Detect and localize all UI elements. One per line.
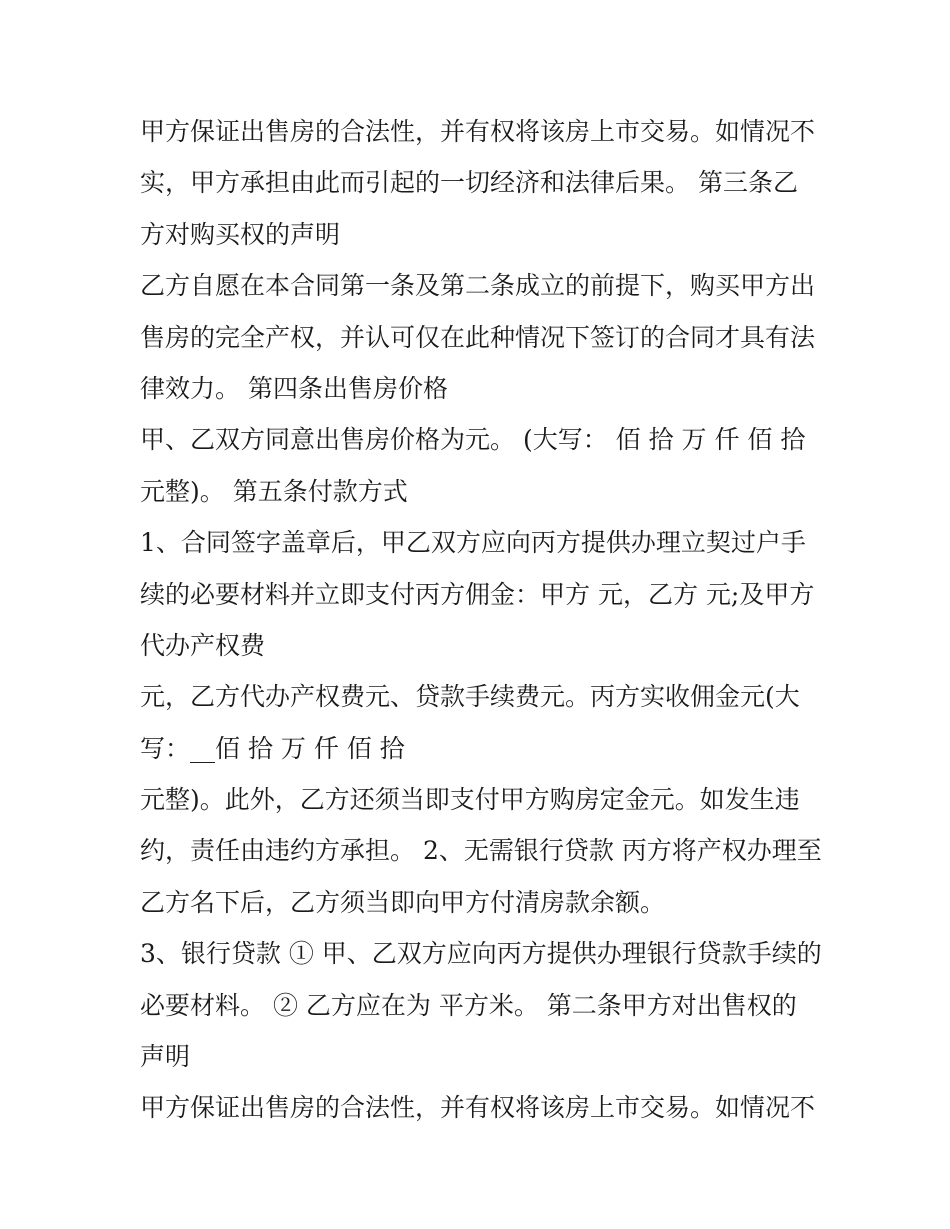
text-line: 方对购买权的声明 [140, 219, 341, 249]
text-line: 实，甲方承担由此而引起的一切经济和法律后果。 第三条乙 [140, 168, 798, 198]
text-line: 写：__佰 拾 万 仟 佰 拾 [140, 733, 405, 763]
text-line: 元整)。 第五条付款方式 [140, 476, 408, 506]
text-line: 甲方保证出售房的合法性，并有权将该房上市交易。如情况不 [140, 1093, 816, 1123]
text-line: 售房的完全产权，并认可仅在此种情况下签订的合同才具有法 [140, 322, 816, 352]
text-line: 续的必要材料并立即支付丙方佣金：甲方 元，乙方 元;及甲方 [140, 579, 815, 609]
text-line: 必要材料。 ② 乙方应在为 平方米。 第二条甲方对出售权的 [140, 990, 797, 1020]
text-line: 甲、乙双方同意出售房价格为元。 (大写： 佰 拾 万 仟 佰 拾 [140, 425, 806, 455]
text-line: 1、合同签字盖章后，甲乙双方应向丙方提供办理立契过户手 [140, 528, 806, 558]
text-line: 律效力。 第四条出售房价格 [140, 373, 448, 403]
text-line: 3、银行贷款 ① 甲、乙双方应向丙方提供办理银行贷款手续的 [140, 939, 822, 969]
text-line: 约，责任由违约方承担。 2、无需银行贷款 丙方将产权办理至 [140, 836, 822, 866]
contract-text [140, 106, 830, 1134]
text-line: 代办产权费 [140, 630, 266, 660]
text-line: 声明 [140, 1042, 191, 1072]
text-line: 甲方保证出售房的合法性，并有权将该房上市交易。如情况不 [140, 117, 816, 146]
text-line: 元，乙方代办产权费元、贷款手续费元。丙方实收佣金元(大 [140, 682, 800, 712]
text-line: 乙方自愿在本合同第一条及第二条成立的前提下，购买甲方出 [140, 271, 816, 301]
text-line: 元整)。此外，乙方还须当即支付甲方购房定金元。如发生违 [140, 785, 800, 815]
text-line: 乙方名下后，乙方须当即向甲方付清房款余额。 [140, 887, 666, 917]
